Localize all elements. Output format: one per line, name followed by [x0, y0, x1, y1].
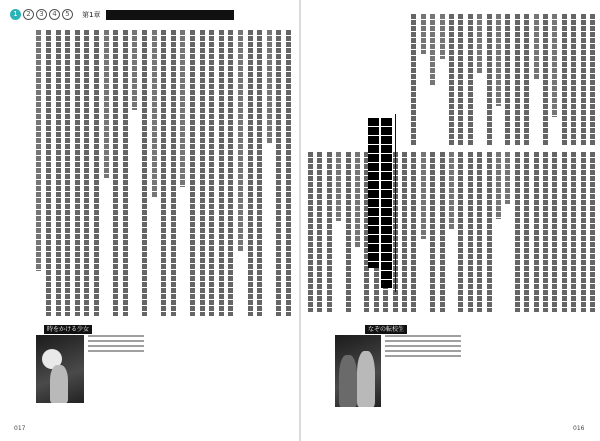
text-line	[327, 152, 332, 312]
text-line	[411, 14, 416, 146]
chapter-step-indicator	[10, 9, 73, 20]
text-line	[487, 152, 492, 312]
text-line	[248, 30, 253, 316]
text-line	[46, 30, 51, 316]
text-line	[552, 152, 557, 312]
text-line	[430, 152, 435, 312]
text-line	[449, 152, 454, 230]
text-line	[402, 152, 407, 312]
text-line	[421, 152, 426, 239]
text-line	[571, 14, 576, 146]
text-line	[534, 152, 539, 312]
text-line	[515, 14, 520, 146]
text-line	[477, 14, 482, 73]
text-line	[36, 30, 41, 271]
text-line	[543, 152, 548, 312]
step-dot-5: 5	[62, 9, 73, 20]
text-line	[458, 14, 463, 146]
text-line	[449, 14, 454, 146]
right-page-number: 016	[573, 425, 585, 432]
chapter-number: 第1章	[82, 11, 101, 19]
text-line	[267, 30, 272, 143]
section-heading-rule	[395, 114, 396, 292]
text-line	[56, 30, 61, 316]
text-line	[336, 152, 341, 221]
text-line	[562, 152, 567, 312]
text-line	[123, 30, 128, 316]
chapter-header	[10, 9, 295, 23]
left-figure	[36, 325, 146, 417]
chapter-title-bar	[106, 10, 234, 20]
text-line	[209, 30, 214, 316]
text-line	[496, 152, 501, 219]
text-line	[180, 30, 185, 187]
right-figure-photo	[335, 335, 381, 407]
text-line	[411, 152, 416, 312]
text-line	[440, 152, 445, 312]
text-line	[458, 152, 463, 312]
text-line	[487, 14, 492, 146]
text-line	[219, 30, 224, 316]
step-dot-1: 1	[10, 9, 21, 20]
text-line	[171, 30, 176, 316]
text-line	[515, 152, 520, 312]
text-line	[590, 14, 595, 146]
text-line	[84, 30, 89, 316]
text-line	[142, 30, 147, 316]
text-line	[161, 30, 166, 316]
text-line	[505, 14, 510, 146]
step-dot-4: 4	[49, 9, 60, 20]
text-line	[104, 30, 109, 178]
text-line	[562, 14, 567, 146]
text-line	[571, 152, 576, 312]
text-line	[552, 14, 557, 117]
text-line	[440, 14, 445, 59]
text-line	[308, 152, 313, 312]
left-figure-photo	[36, 335, 84, 403]
text-line	[496, 14, 501, 106]
right-figure-caption	[385, 335, 461, 359]
text-line	[468, 152, 473, 312]
text-line	[228, 30, 233, 316]
section-heading-line-1	[381, 118, 392, 288]
text-line	[355, 152, 360, 248]
text-line	[590, 152, 595, 312]
text-line	[286, 30, 291, 316]
text-line	[152, 30, 157, 198]
text-line	[317, 152, 322, 312]
text-line	[534, 14, 539, 79]
text-line	[94, 30, 99, 316]
text-line	[113, 30, 118, 316]
section-heading-line-2	[368, 118, 379, 268]
right-figure-title: なぞの転校生	[365, 325, 407, 334]
text-line	[543, 14, 548, 146]
text-line	[190, 30, 195, 316]
text-line	[421, 14, 426, 54]
text-line	[200, 30, 205, 316]
step-dot-2: 2	[23, 9, 34, 20]
text-line	[346, 152, 351, 312]
text-line	[524, 14, 529, 146]
text-line	[581, 152, 586, 312]
right-figure	[335, 325, 465, 417]
text-line	[430, 14, 435, 86]
text-line	[238, 30, 243, 252]
left-figure-title: 時をかける少女	[44, 325, 92, 334]
text-line	[524, 152, 529, 312]
text-line	[468, 14, 473, 146]
text-line	[257, 30, 262, 316]
left-figure-caption	[88, 335, 144, 355]
text-line	[132, 30, 137, 110]
text-line	[75, 30, 80, 316]
text-line	[505, 152, 510, 204]
text-line	[581, 14, 586, 146]
text-line	[477, 152, 482, 312]
book-gutter	[299, 0, 301, 441]
text-line	[276, 30, 281, 316]
left-page-number: 017	[14, 425, 26, 432]
step-dot-3: 3	[36, 9, 47, 20]
text-line	[65, 30, 70, 316]
